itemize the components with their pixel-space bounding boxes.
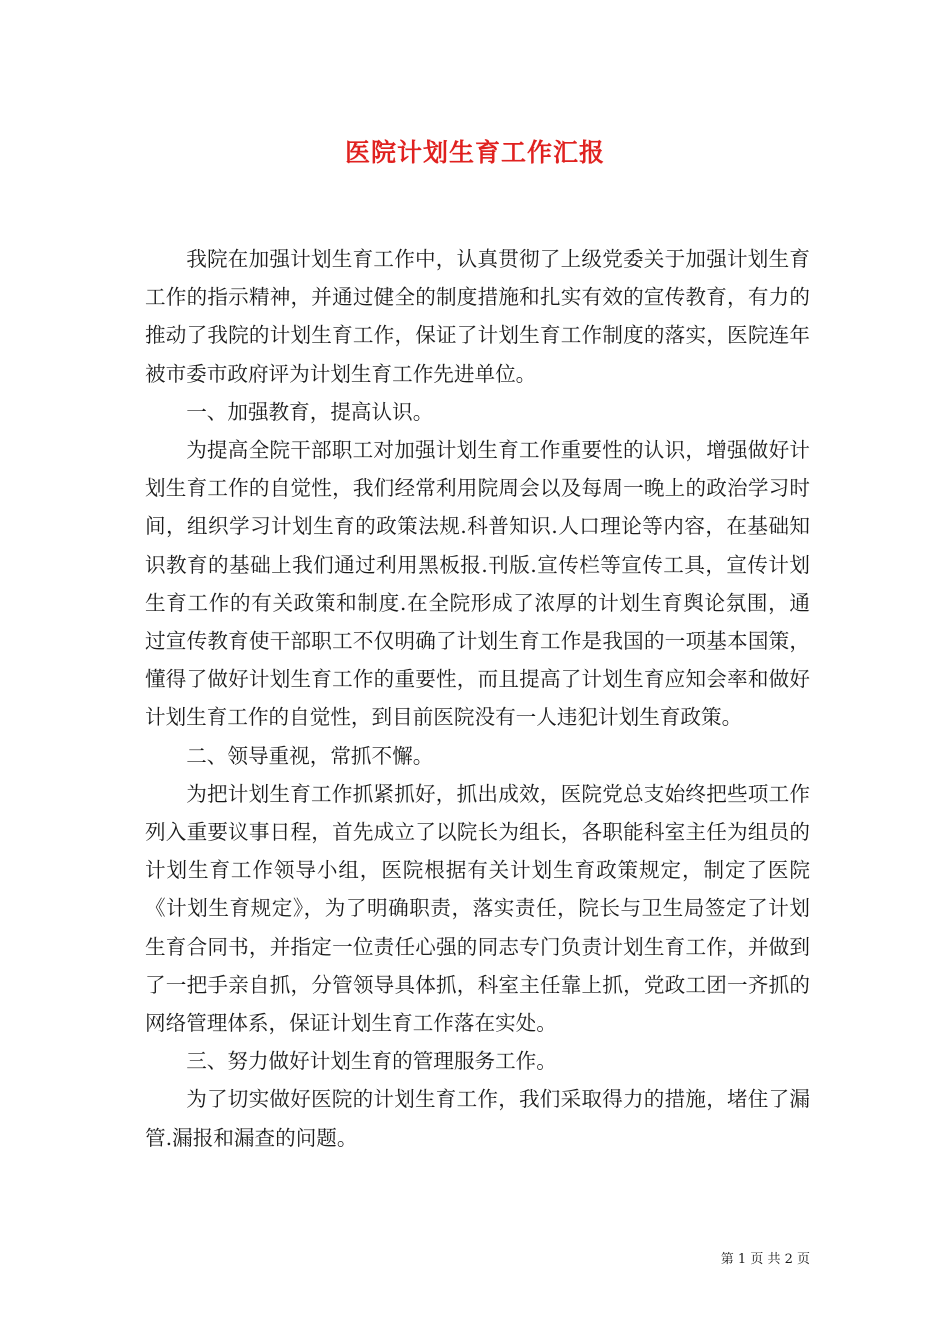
document-body xyxy=(145,240,810,1157)
page-number-footer: 第 1 页 共 2 页 xyxy=(720,1252,810,1267)
paragraph-section-2: 为把计划生育工作抓紧抓好，抓出成效，医院党总支始终把些项工作列入重要议事日程，首先成立了以院长为组长，各职能科室主任为组员的计划生育工作领导小组，医院根据有关计划生育政策规定，制定了医院《计划生育规定》，为了明确职责，落实责任，院长与卫生局签定了计划生育合同书，并指定一位责任心强的同志专门负责计划生育工作，并做到了一把手亲自抓，分管领导具体抓，科室主任靠上抓，党政工团一齐抓的网络管理体系，保证计划生育工作落在实处。 xyxy=(145,781,810,1036)
paragraph-intro: 我院在加强计划生育工作中，认真贯彻了上级党委关于加强计划生育工作的指示精神，并通过健全的制度措施和扎实有效的宣传教育，有力的推动了我院的计划生育工作，保证了计划生育工作制度的落实，医院连年被市委市政府评为计划生育工作先进单位。 xyxy=(145,247,810,386)
section-heading-1: 一、加强教育，提高认识。 xyxy=(186,399,434,424)
paragraph-section-1: 为提高全院干部职工对加强计划生育工作重要性的认识，增强做好计划生育工作的自觉性，我们经常利用院周会以及每周一晚上的政治学习时间，组织学习计划生育的政策法规.科普知识.人口理论等内容，在基础知识教育的基础上我们通过利用黑板报.刊版.宣传栏等宣传工具，宣传计划生育工作的有关政策和制度.在全院形成了浓厚的计划生育舆论氛围，通过宣传教育使干部职工不仅明确了计划生育工作是我国的一项基本国策，懂得了做好计划生育工作的重要性，而且提高了计划生育应知会率和做好计划生育工作的自觉性，到目前医院没有一人违犯计划生育政策。 xyxy=(145,438,810,730)
paragraph-section-3: 为了切实做好医院的计划生育工作，我们采取得力的措施，堵住了漏管.漏报和漏查的问题。 xyxy=(145,1087,810,1150)
section-heading-3: 三、努力做好计划生育的管理服务工作。 xyxy=(186,1049,557,1074)
document-title: 医院计划生育工作汇报 xyxy=(344,138,605,167)
section-heading-2: 二、领导重视，常抓不懈。 xyxy=(186,743,434,768)
